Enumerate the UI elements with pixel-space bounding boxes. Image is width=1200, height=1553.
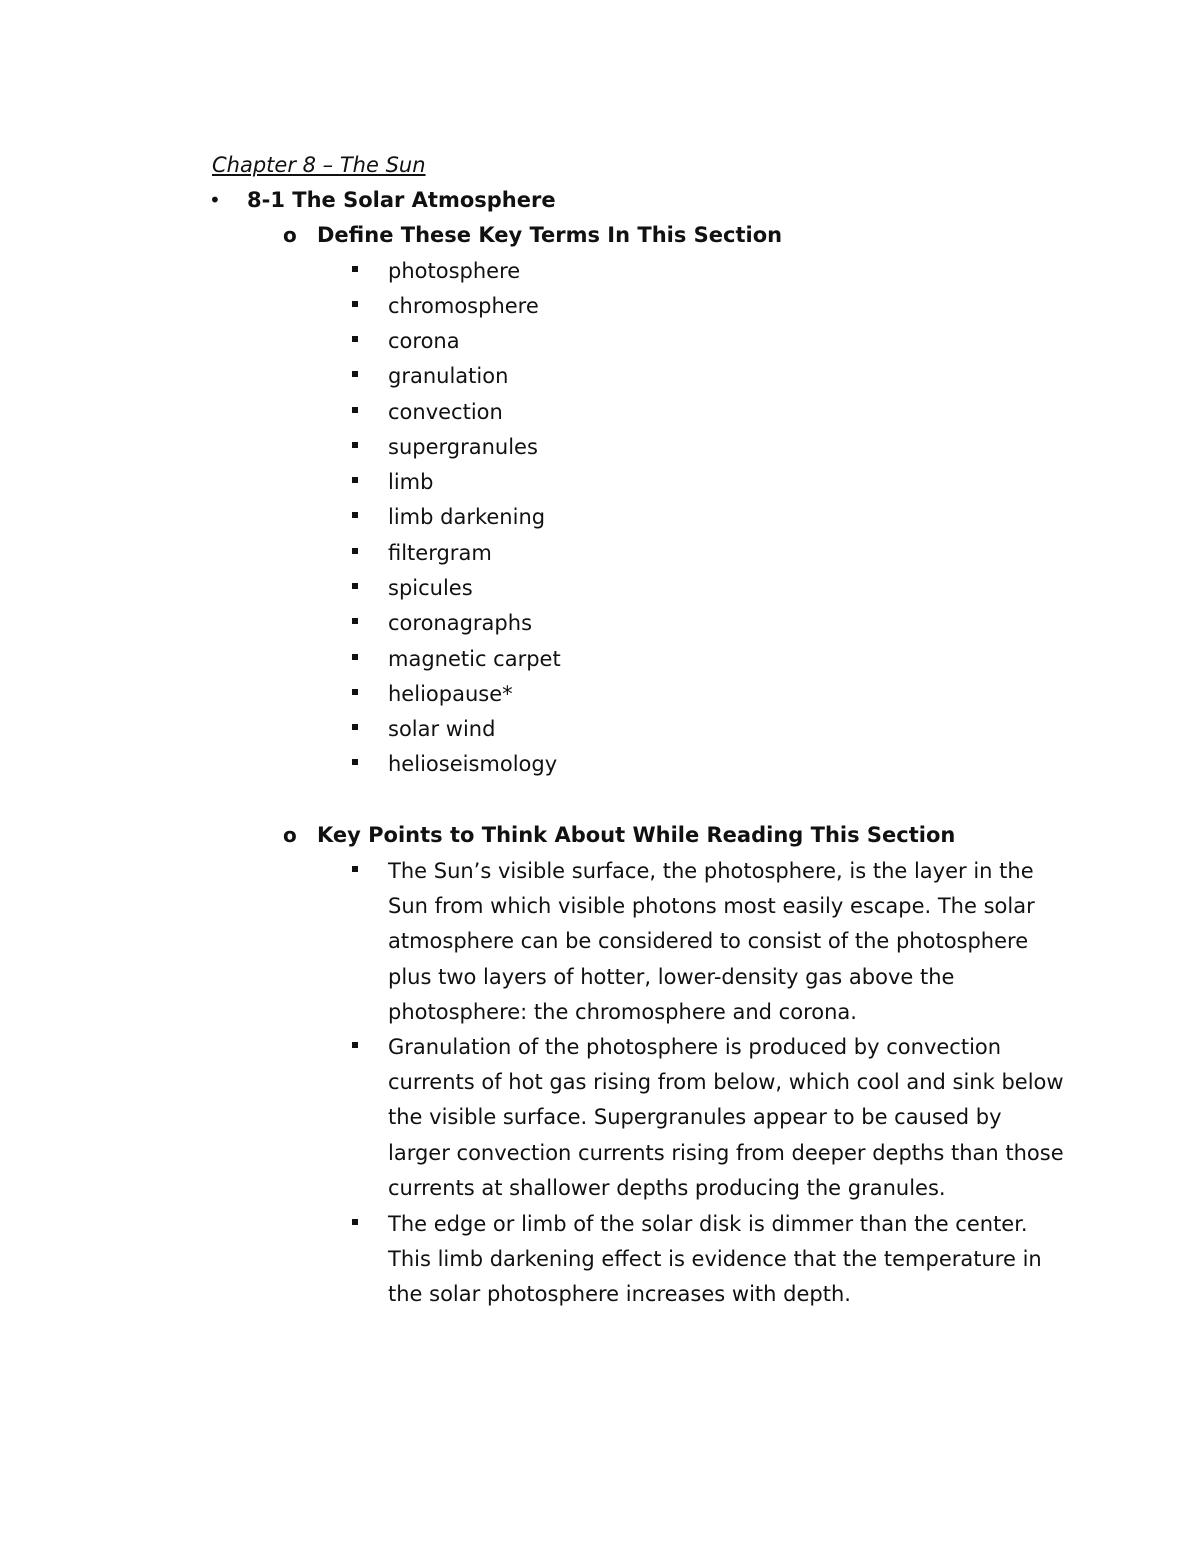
- point-bullet-icon: [352, 1042, 358, 1048]
- term-bullet-icon: [352, 548, 358, 554]
- key-term: magnetic carpet: [388, 647, 561, 671]
- key-term: supergranules: [388, 435, 538, 459]
- term-bullet-icon: [352, 689, 358, 695]
- key-term: spicules: [388, 576, 473, 600]
- subsection-bullet-icon: o: [283, 223, 297, 247]
- key-point-paragraph: The edge or limb of the solar disk is dimmer than the center. This limb darkening effect is evidence that the temperature in the solar photosphere increases with depth.: [388, 1212, 1042, 1307]
- key-term: limb: [388, 470, 434, 494]
- key-terms-heading: Define These Key Terms In This Section: [317, 223, 783, 247]
- term-bullet-icon: [352, 266, 358, 272]
- key-term: coronagraphs: [388, 611, 533, 635]
- key-term: filtergram: [388, 541, 492, 565]
- term-bullet-icon: [352, 477, 358, 483]
- key-term: granulation: [388, 364, 509, 388]
- term-bullet-icon: [352, 618, 358, 624]
- key-term: photosphere: [388, 259, 521, 283]
- section-bullet-icon: •: [209, 188, 221, 212]
- term-bullet-icon: [352, 583, 358, 589]
- key-term: convection: [388, 400, 503, 424]
- term-bullet-icon: [352, 512, 358, 518]
- term-bullet-icon: [352, 724, 358, 730]
- key-term: corona: [388, 329, 460, 353]
- key-term: heliopause*: [388, 682, 513, 706]
- chapter-title: Chapter 8 – The Sun: [212, 153, 426, 177]
- term-bullet-icon: [352, 407, 358, 413]
- key-term: solar wind: [388, 717, 496, 741]
- term-bullet-icon: [352, 336, 358, 342]
- key-term: limb darkening: [388, 505, 546, 529]
- key-point-paragraph: The Sun’s visible surface, the photosphere, is the layer in the Sun from which visible photons most easily escape. The solar atmosphere can be considered to consist of the photosphere plus two layers of hotter, lower-density gas above the photosphere: the chromosphere and corona.: [388, 859, 1035, 1024]
- term-bullet-icon: [352, 301, 358, 307]
- key-points-heading: Key Points to Think About While Reading This Section: [317, 823, 956, 847]
- subsection-bullet-icon: o: [283, 823, 297, 847]
- key-term: helioseismology: [388, 752, 558, 776]
- term-bullet-icon: [352, 371, 358, 377]
- section-title: 8-1 The Solar Atmosphere: [247, 188, 556, 212]
- point-bullet-icon: [352, 1219, 358, 1225]
- point-bullet-icon: [352, 866, 358, 872]
- key-point-paragraph: Granulation of the photosphere is produced by convection currents of hot gas rising from below, which cool and sink below the visible surface. Supergranules appear to be caused by larger convection currents rising from deeper depths than those currents at shallower depths producing the granules.: [388, 1035, 1064, 1200]
- key-term: chromosphere: [388, 294, 539, 318]
- term-bullet-icon: [352, 759, 358, 765]
- term-bullet-icon: [352, 442, 358, 448]
- term-bullet-icon: [352, 654, 358, 660]
